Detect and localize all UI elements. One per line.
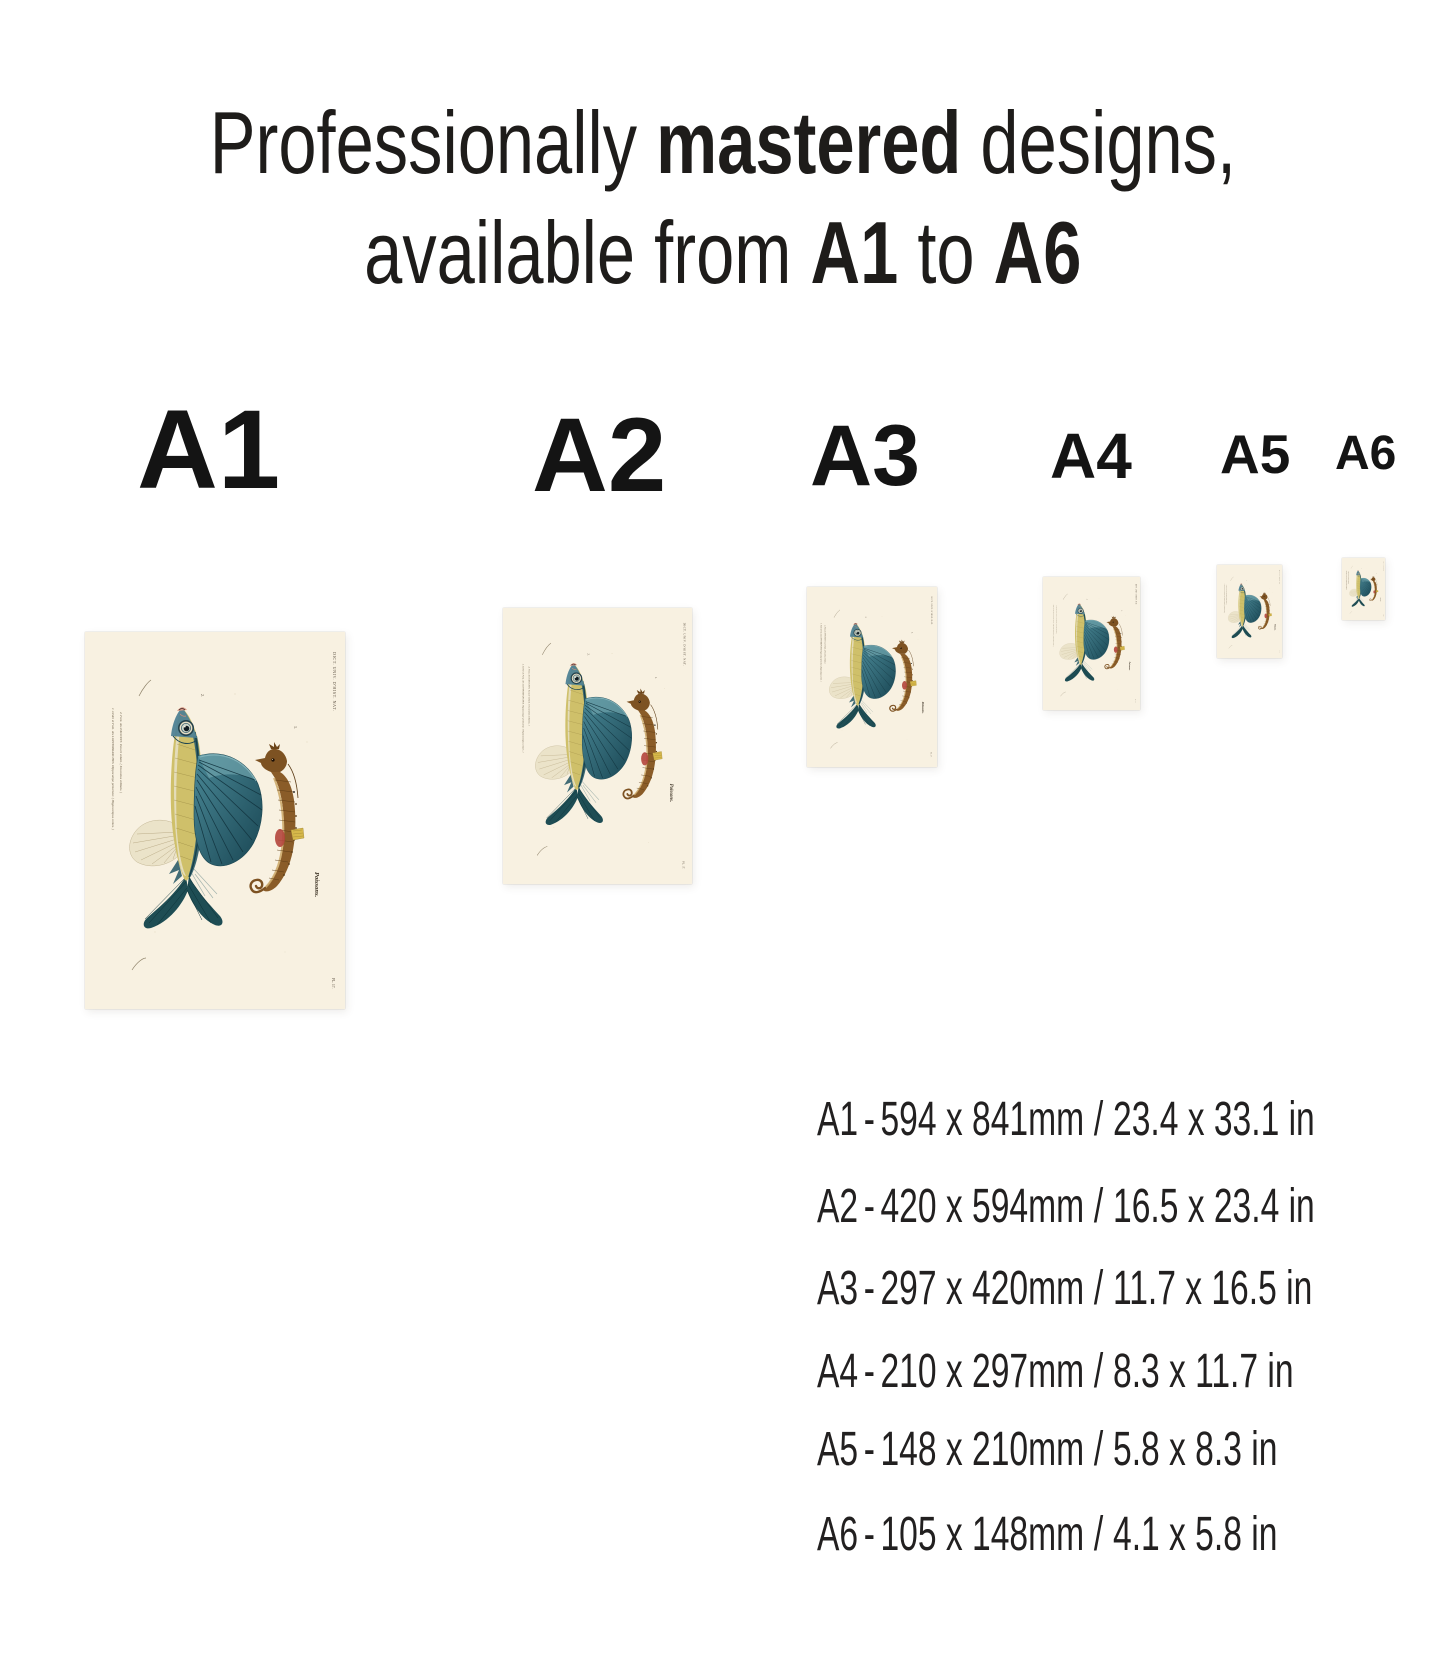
spec-mm: 210 x 297mm [880, 1345, 1085, 1398]
spec-dash: - [863, 1180, 875, 1233]
spec-inches: 4.1 x 5.8 in [1113, 1508, 1278, 1561]
print-artwork-a6 [1342, 558, 1385, 620]
spec-label: A4 [817, 1345, 859, 1398]
page-title-line2: available from A1 to A6 [363, 203, 1082, 302]
print-artwork-a1 [85, 632, 345, 1009]
spec-label: A2 [817, 1180, 859, 1233]
size-spec-row-a3 [817, 1262, 1313, 1315]
spec-label: A6 [817, 1508, 859, 1561]
spec-dash: - [863, 1423, 875, 1476]
spec-label: A5 [817, 1423, 859, 1476]
print-artwork-a4 [1043, 577, 1140, 710]
size-spec-row-a6 [817, 1508, 1278, 1561]
size-label-a1: A1 [137, 387, 281, 512]
spec-inches: 11.7 x 16.5 in [1113, 1262, 1313, 1315]
spec-slash: / [1093, 1345, 1104, 1398]
spec-label: A3 [817, 1262, 859, 1315]
size-label-a3: A3 [810, 408, 920, 504]
spec-mm: 148 x 210mm [880, 1423, 1085, 1476]
spec-mm: 420 x 594mm [880, 1180, 1085, 1233]
spec-dash: - [863, 1262, 875, 1315]
spec-dash: - [863, 1093, 875, 1146]
print-preview-a4 [1043, 577, 1140, 710]
spec-slash: / [1093, 1180, 1104, 1233]
print-artwork-a2 [503, 608, 692, 884]
spec-label: A1 [817, 1093, 859, 1146]
print-preview-a6 [1342, 558, 1385, 620]
print-preview-a1 [85, 632, 345, 1009]
spec-mm: 105 x 148mm [880, 1508, 1085, 1561]
size-label-a6: A6 [1335, 427, 1397, 480]
page-title-line1: Professionally mastered designs, [209, 93, 1236, 192]
spec-dash: - [863, 1508, 875, 1561]
page-title [0, 88, 1445, 308]
spec-slash: / [1093, 1423, 1104, 1476]
print-artwork-a5 [1217, 565, 1282, 658]
spec-slash: / [1093, 1093, 1104, 1146]
spec-inches: 8.3 x 11.7 in [1113, 1345, 1294, 1398]
print-preview-a5 [1217, 565, 1282, 658]
size-label-a2: A2 [532, 397, 667, 514]
print-preview-a3 [807, 587, 937, 767]
spec-inches: 16.5 x 23.4 in [1113, 1180, 1315, 1233]
size-spec-row-a2 [817, 1180, 1315, 1233]
spec-inches: 23.4 x 33.1 in [1113, 1093, 1315, 1146]
spec-dash: - [863, 1345, 875, 1398]
spec-slash: / [1093, 1508, 1104, 1561]
spec-slash: / [1093, 1262, 1104, 1315]
size-spec-row-a1 [817, 1093, 1315, 1146]
size-spec-row-a4 [817, 1345, 1294, 1398]
size-label-a5: A5 [1220, 423, 1291, 485]
spec-inches: 5.8 x 8.3 in [1113, 1423, 1278, 1476]
size-label-a4: A4 [1050, 420, 1132, 492]
size-spec-row-a5 [817, 1423, 1278, 1476]
print-preview-a2 [503, 608, 692, 884]
spec-mm: 297 x 420mm [880, 1262, 1085, 1315]
spec-mm: 594 x 841mm [880, 1093, 1085, 1146]
print-artwork-a3 [807, 587, 937, 767]
